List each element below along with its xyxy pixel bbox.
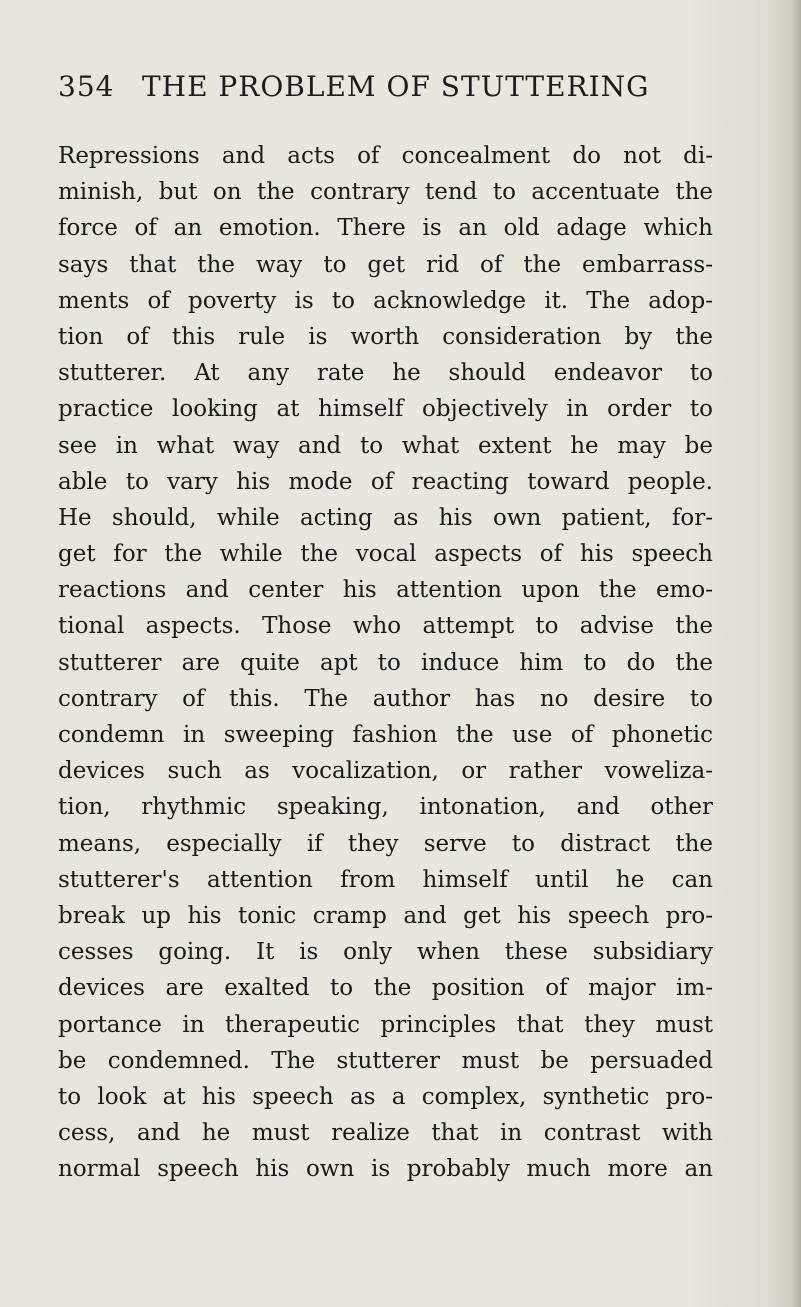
running-head: THE PROBLEM OF STUTTERING	[142, 70, 650, 103]
text-line: see in what way and to what extent he may be	[58, 432, 713, 459]
text-line: devices are exalted to the position of major im-	[58, 975, 713, 1002]
page-header	[58, 70, 658, 110]
text-line: says that the way to get rid of the embarrass-	[58, 251, 713, 278]
page-number: 354	[58, 70, 115, 103]
text-line: cesses going. It is only when these subsidiary	[58, 939, 713, 966]
text-line: contrary of this. The author has no desire to	[58, 685, 713, 712]
text-line: practice looking at himself objectively in order to	[58, 396, 713, 423]
text-line: be condemned. The stutterer must be persuaded	[58, 1047, 713, 1074]
text-line: portance in therapeutic principles that they must	[58, 1011, 713, 1038]
text-line: tion, rhythmic speaking, intonation, and other	[58, 794, 713, 821]
text-line: get for the while the vocal aspects of his speech	[58, 541, 713, 568]
text-line: to look at his speech as a complex, synthetic pro-	[58, 1083, 713, 1110]
text-line: devices such as vocalization, or rather voweliza-	[58, 758, 713, 785]
text-line: Repressions and acts of concealment do not di-	[58, 143, 713, 169]
text-line: condemn in sweeping fashion the use of phonetic	[58, 722, 713, 748]
text-line: break up his tonic cramp and get his speech pro-	[58, 902, 713, 929]
text-line: cess, and he must realize that in contrast with	[58, 1120, 713, 1147]
text-line: reactions and center his attention upon the emo-	[58, 577, 713, 604]
text-line: tional aspects. Those who attempt to advise the	[58, 613, 713, 640]
text-line: stutterer are quite apt to induce him to do the	[58, 649, 713, 676]
text-line: able to vary his mode of reacting toward people.	[58, 468, 713, 495]
text-line: tion of this rule is worth consideration by the	[58, 323, 713, 350]
page-edge-shadow	[791, 0, 801, 1307]
text-line: force of an emotion. There is an old adage which	[58, 215, 713, 242]
text-line: minish, but on the contrary tend to accentuate the	[58, 179, 713, 206]
text-line: stutterer. At any rate he should endeavor to	[58, 360, 713, 387]
body-paragraph	[58, 138, 713, 1187]
text-line: stutterer's attention from himself until he can	[58, 866, 713, 893]
text-line: He should, while acting as his own patient, for-	[58, 504, 713, 531]
text-line: ments of poverty is to acknowledge it. The adop-	[58, 287, 713, 314]
text-line: means, especially if they serve to distract the	[58, 830, 713, 857]
text-line: normal speech his own is probably much more an	[58, 1156, 713, 1183]
